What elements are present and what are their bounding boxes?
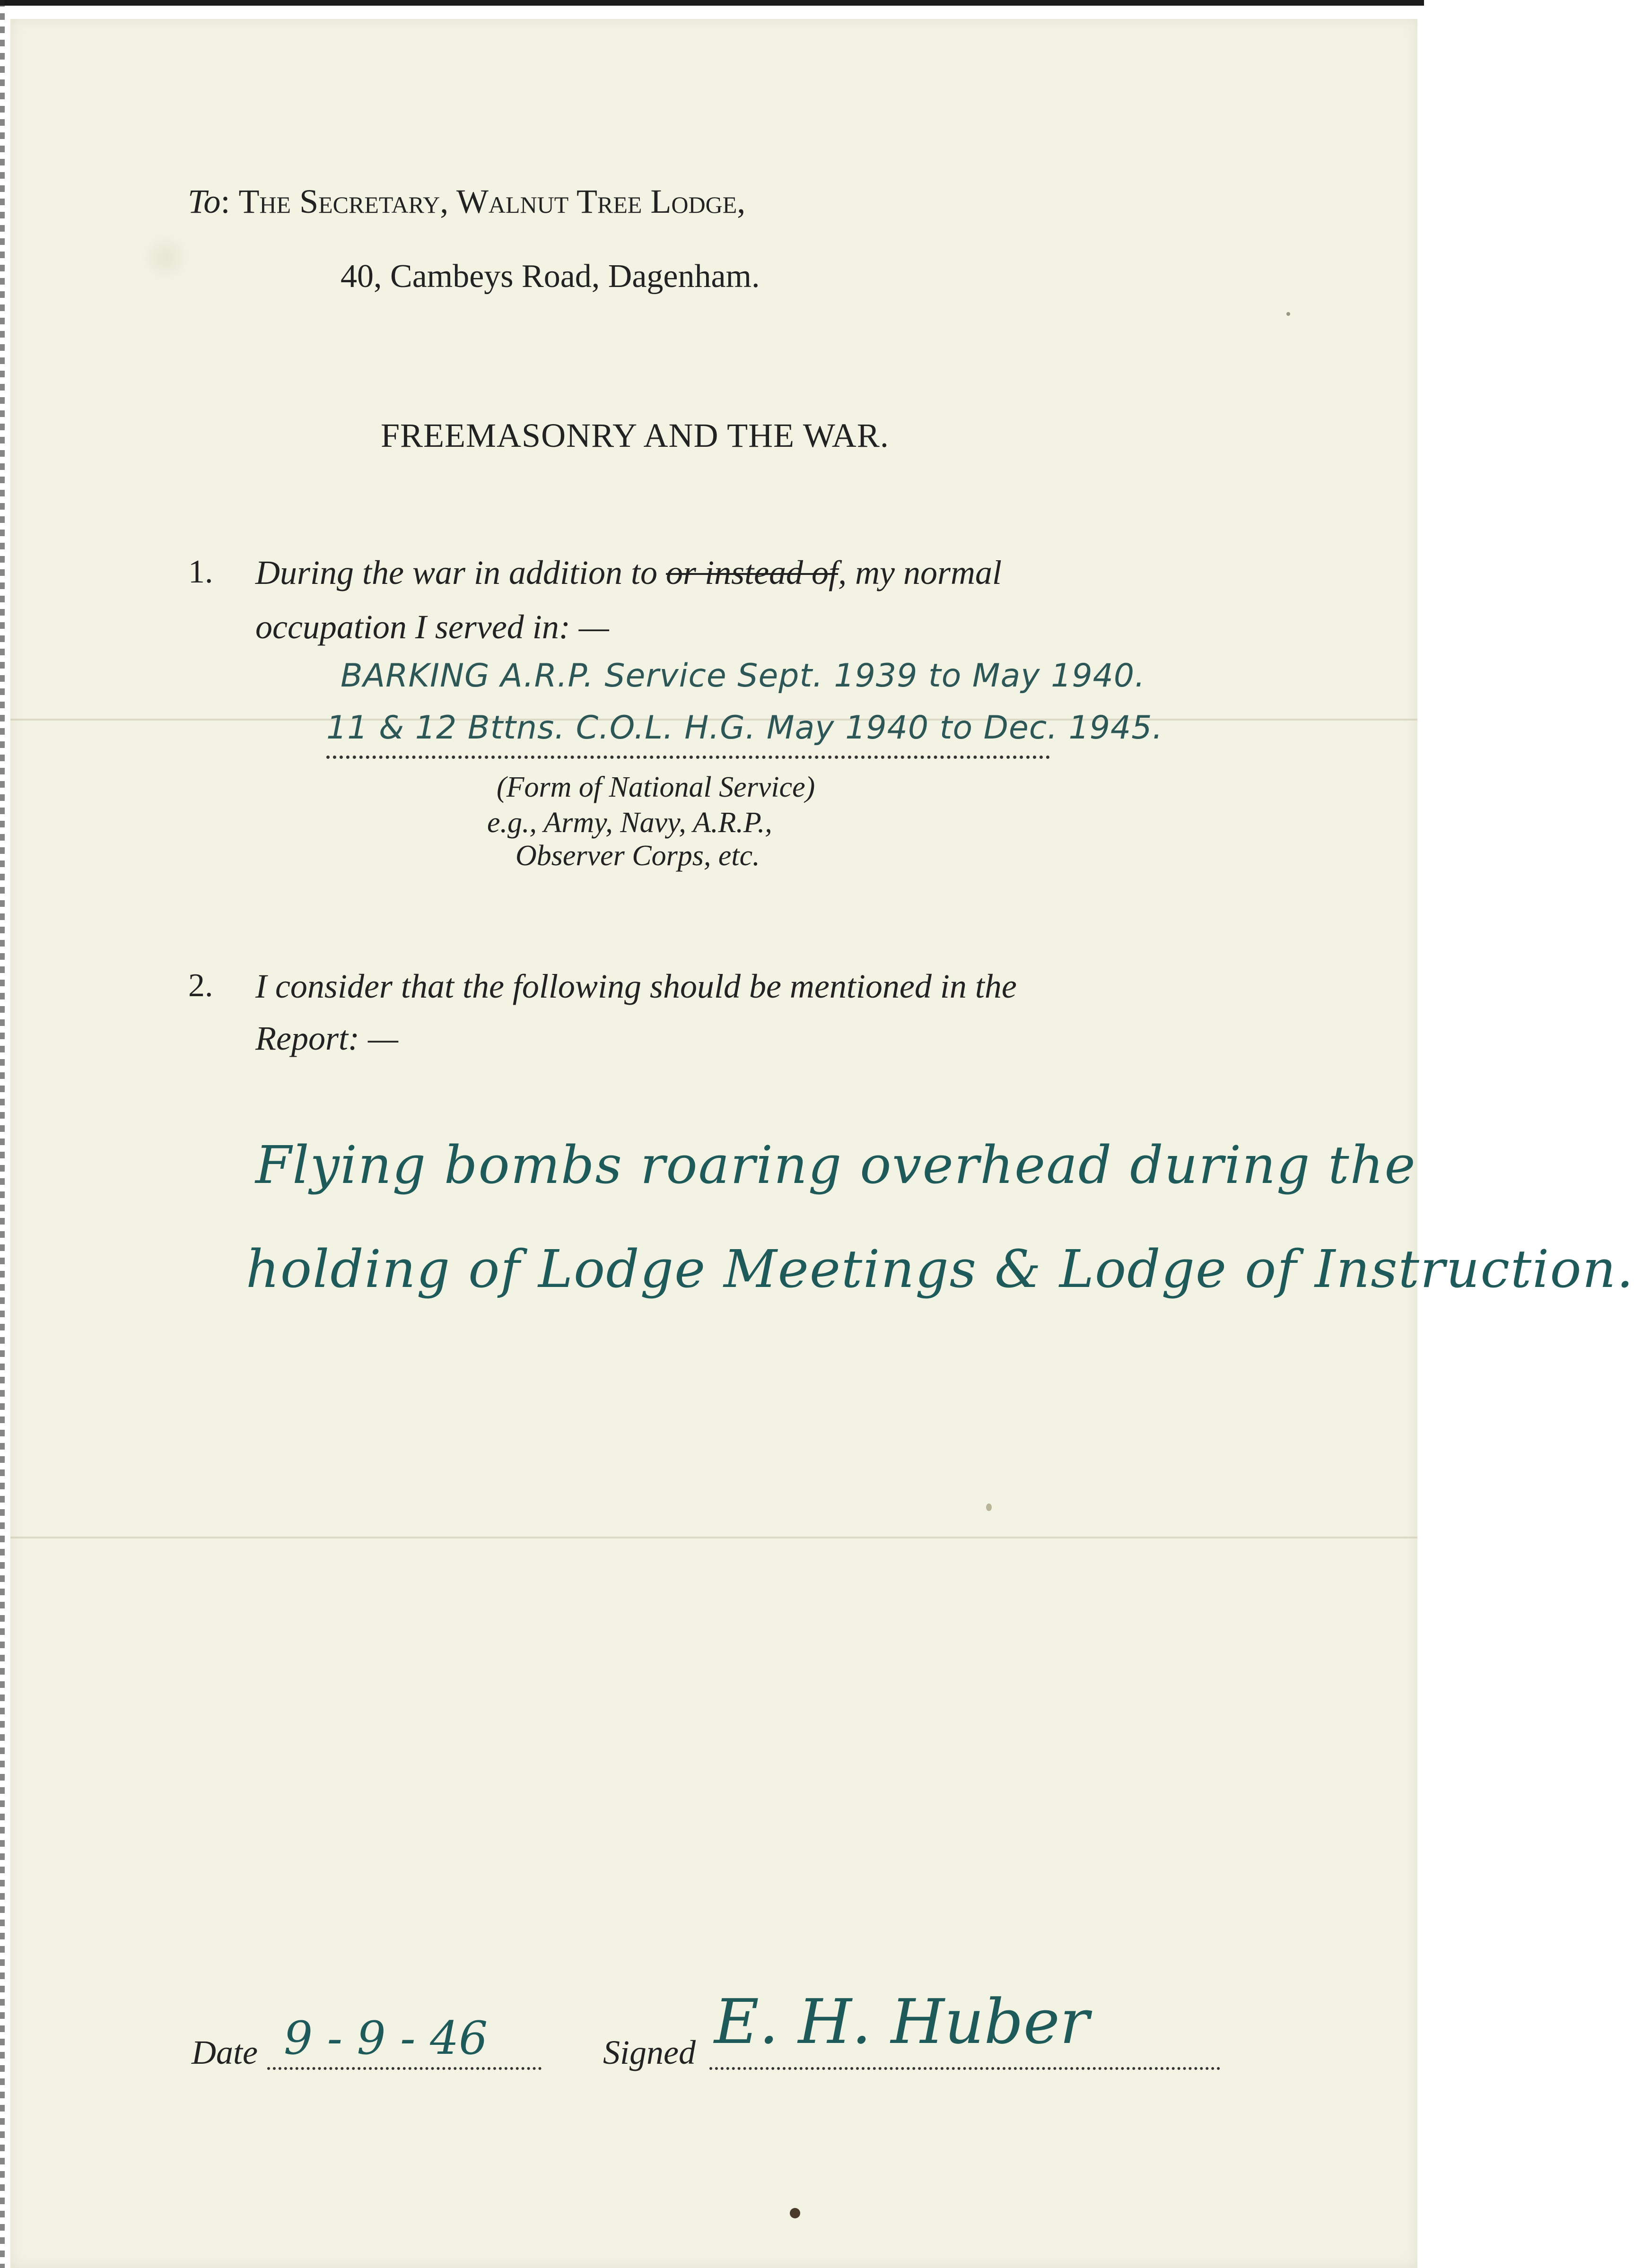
service-answer-line-2: 11 & 12 Bttns. C.O.L. H.G. May 1940 to Dec. 1945. [326, 709, 1163, 747]
paper-speck [790, 2208, 800, 2218]
signed-label: Signed [603, 2033, 696, 2071]
paper-fold-line [10, 1537, 1417, 1538]
question-1-line-2: occupation I served in: — [255, 608, 609, 646]
recipient-name: The Secretary, Walnut Tree Lodge, [238, 182, 746, 220]
question-2-number: 2. [188, 967, 213, 1004]
answer-dotted-line [326, 756, 1050, 759]
perforated-edge [0, 0, 5, 2268]
to-label: To [188, 182, 221, 220]
date-label: Date [192, 2033, 258, 2071]
question-1-number: 1. [188, 554, 213, 590]
document-title: FREEMASONRY AND THE WAR. [381, 417, 889, 454]
report-answer-line-2: holding of Lodge Meetings & Lodge of Instruction. [246, 1239, 1634, 1299]
signature: E. H. Huber [714, 1986, 1089, 2058]
service-answer-line-1: BARKING A.R.P. Service Sept. 1939 to May 1940. [341, 657, 1145, 695]
question-1-line-1: During the war in addition to or instead of, my normal [255, 554, 1002, 591]
national-service-examples-2: Observer Corps, etc. [516, 840, 760, 872]
paper-crease-mark [142, 232, 189, 284]
question-2-line-1: I consider that the following should be mentioned in the [255, 967, 1017, 1005]
national-service-examples-1: e.g., Army, Navy, A.R.P., [487, 807, 772, 839]
question-2-line-2: Report: — [255, 1019, 398, 1057]
report-answer-line-1: Flying bombs roaring overhead during the [255, 1135, 1416, 1195]
paper-speck [1286, 312, 1290, 316]
recipient-street: 40, Cambeys Road, Dagenham. [341, 258, 760, 295]
date-value: 9 - 9 - 46 [284, 2012, 488, 2065]
paper-speck [986, 1503, 992, 1511]
national-service-caption: (Form of National Service) [497, 771, 815, 803]
struck-through-text: or instead of [666, 554, 839, 591]
date-dotted-line [267, 2067, 542, 2070]
scan-top-edge [0, 0, 1424, 6]
recipient-line: To: The Secretary, Walnut Tree Lodge, [188, 182, 746, 220]
signature-dotted-line [709, 2067, 1220, 2070]
